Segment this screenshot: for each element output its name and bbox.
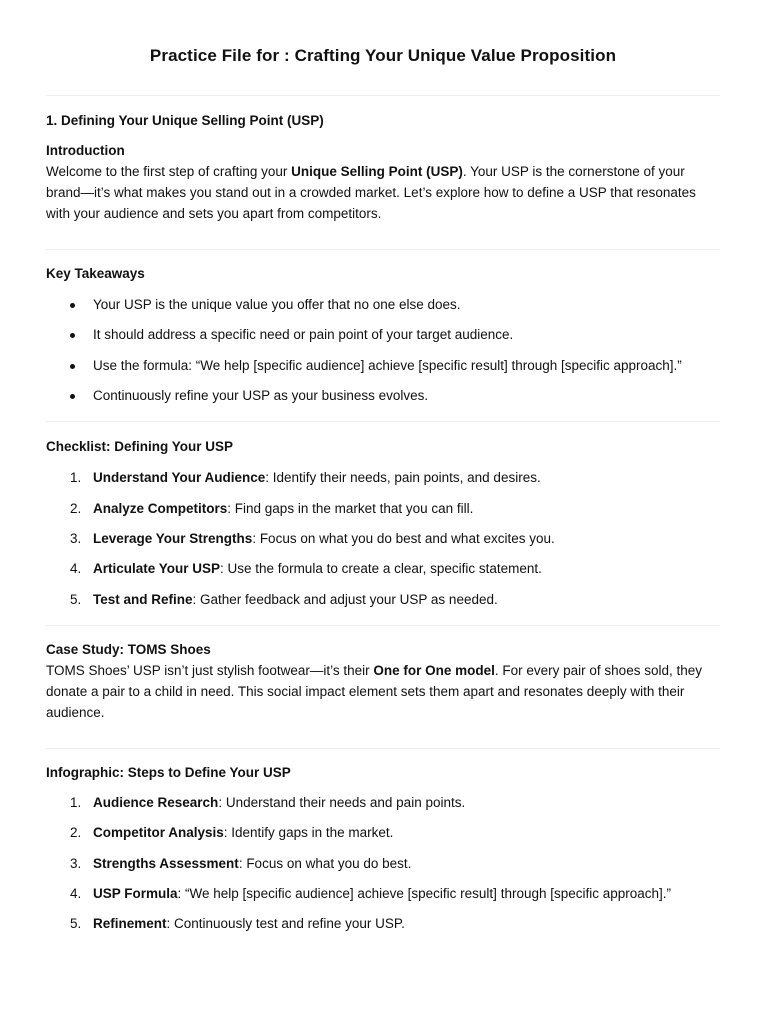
list-item-text: : Gather feedback and adjust your USP as needed. (192, 591, 498, 607)
list-item-bold: Strengths Assessment (93, 855, 239, 871)
section-heading-usp: 1. Defining Your Unique Selling Point (USP) (46, 113, 324, 128)
intro-text-a: Welcome to the first step of crafting your (46, 164, 292, 179)
bullet-icon (70, 364, 75, 369)
list-item (46, 386, 720, 406)
list-number: 3. (70, 530, 82, 546)
introduction-heading: Introduction (46, 143, 125, 158)
divider (46, 748, 720, 749)
list-item (46, 499, 720, 519)
list-item (46, 295, 720, 315)
list-item (46, 793, 720, 813)
bullet-icon (70, 303, 75, 308)
list-item-bold: Test and Refine (93, 591, 193, 607)
list-number: 1. (70, 794, 82, 810)
list-item (46, 590, 720, 610)
list-item-text: : Identify their needs, pain points, and desires. (265, 470, 541, 486)
intro-text-c: . Your USP is the cornerstone of your brand—it’s what makes you stand out in a crowded market. Let’s explore how to define a USP that resonates with your audience and sets you apart from competitors. (46, 164, 696, 221)
case-study-text-a: TOMS Shoes’ USP isn’t just stylish footwear—it’s their (46, 662, 374, 678)
infographic-list (46, 793, 720, 935)
divider (46, 249, 720, 250)
list-item-text: Use the formula: “We help [specific audience] achieve [specific result] through [specific approach].” (93, 357, 682, 373)
list-item-text: : Focus on what you do best and what excites you. (252, 530, 555, 546)
divider (46, 95, 720, 96)
list-item (46, 356, 720, 376)
list-item (46, 823, 720, 843)
checklist-list (46, 468, 720, 610)
list-item-text: Continuously refine your USP as your business evolves. (93, 388, 429, 404)
case-study-text-bold: One for One model (373, 662, 495, 678)
list-item-bold: Refinement (93, 916, 167, 932)
list-number: 4. (70, 885, 82, 901)
list-item-text: : Use the formula to create a clear, specific statement. (220, 561, 542, 577)
list-number: 1. (70, 470, 82, 486)
list-item-text: : Focus on what you do best. (238, 855, 412, 871)
list-item-text: : Find gaps in the market that you can fill. (227, 500, 474, 516)
case-study-heading: Case Study: TOMS Shoes (46, 641, 211, 657)
infographic-heading: Infographic: Steps to Define Your USP (46, 764, 291, 780)
list-number: 3. (70, 855, 82, 871)
list-number: 5. (70, 591, 82, 607)
list-item-bold: Competitor Analysis (93, 825, 224, 841)
document-title: Practice File for : Crafting Your Unique Value Proposition (149, 46, 617, 65)
key-takeaways-heading: Key Takeaways (46, 266, 145, 281)
list-item-bold: Understand Your Audience (93, 470, 266, 486)
bullet-icon (70, 394, 75, 399)
divider (46, 625, 720, 626)
list-item-bold: Analyze Competitors (93, 500, 228, 516)
list-item-bold: Audience Research (93, 794, 219, 810)
list-item-text: It should address a specific need or pain point of your target audience. (93, 327, 514, 343)
list-number: 2. (70, 500, 82, 516)
bullet-icon (70, 333, 75, 338)
list-item-text: Your USP is the unique value you offer that no one else does. (93, 297, 461, 312)
list-item-text: : Understand their needs and pain points. (218, 794, 466, 810)
list-number: 5. (70, 916, 82, 932)
list-item-bold: USP Formula (93, 885, 178, 901)
intro-text-bold: Unique Selling Point (USP) (291, 164, 463, 179)
list-item (46, 559, 720, 579)
list-item (46, 468, 720, 488)
title-block (46, 0, 720, 95)
case-study-text-c: . For every pair of shoes sold, they donate a pair to a child in need. This social impact element sets them apart and resonates deeply with their audience. (46, 662, 702, 720)
checklist-heading: Checklist: Defining Your USP (46, 439, 234, 455)
introduction-paragraph (46, 161, 720, 224)
list-item (46, 529, 720, 549)
list-number: 2. (70, 825, 82, 841)
list-item (46, 884, 720, 904)
list-item-bold: Articulate Your USP (93, 561, 221, 577)
list-number: 4. (70, 561, 82, 577)
list-item-text: : Identify gaps in the market. (223, 825, 394, 841)
list-item-text: : “We help [specific audience] achieve [specific result] through [specific approach].” (177, 885, 672, 901)
list-item-text: : Continuously test and refine your USP. (166, 916, 405, 932)
divider (46, 421, 720, 422)
list-item-bold: Leverage Your Strengths (93, 530, 253, 546)
list-item (46, 325, 720, 345)
list-item (46, 854, 720, 874)
list-item (46, 914, 720, 934)
case-study-paragraph (46, 660, 720, 723)
key-takeaways-list (46, 295, 720, 406)
